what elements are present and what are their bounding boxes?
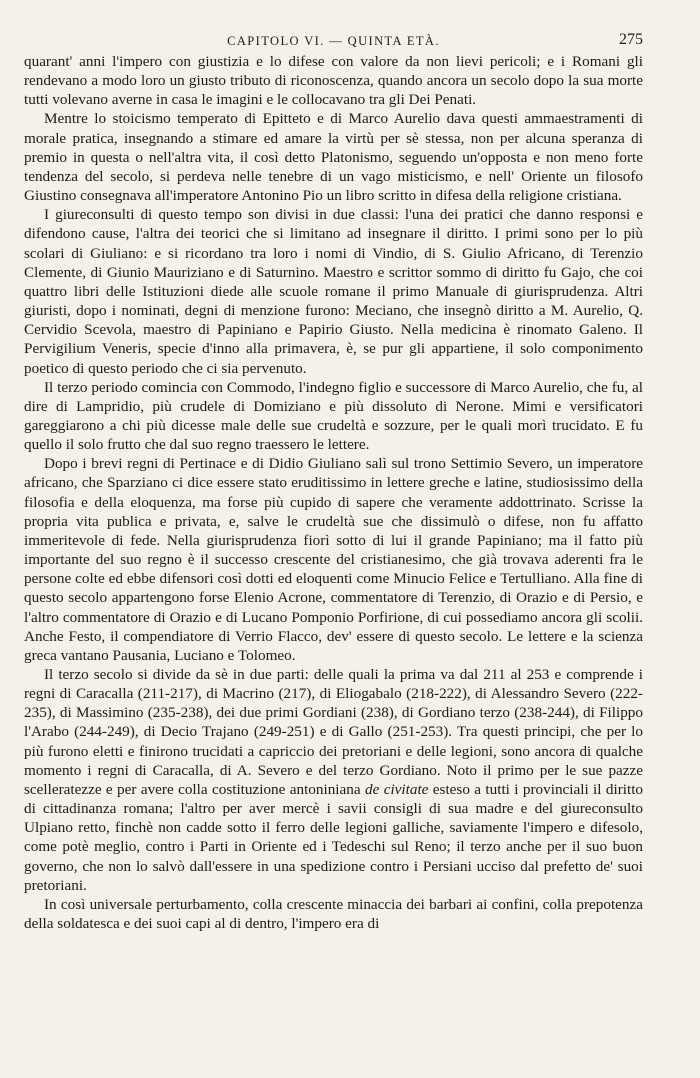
paragraph-jurists: [24, 205, 643, 377]
paragraph-commodus: [24, 378, 643, 455]
paragraph-text: Il terzo secolo si divide da sè in due parti: delle quali la prima va dal 211 al 253 e comprende i regni di Caracalla (211-217), di Macrino (217), di Eliogabalo (218-222), di Alessandro Severo (222-235), di Massimino (235-238), dei due primi Gordiani (238), di Gordiano terzo (238-244), di Filippo l'Arabo (244-249), di Decio Trajano (249-251) e di Gallo (251-253). Tra questi principi, che per lo più furono eletti e finirono trucidati a capriccio dei pretoriani e delle legioni, sono ancora di qualche momento i regni di Caracalla, di A. Severo e del terzo Gordiano. Noto il primo per le sue pazze scelleratezze e per avere colla costituzione antoniniana: [24, 666, 643, 798]
paragraph-third-century: [24, 665, 643, 895]
paragraph-stoicism: [24, 109, 643, 205]
paragraph-text: I giureconsulti di questo tempo son divisi in due classi: l'una dei pratici che danno responsi e difendono cause, l'altra dei teorici che si limitano ad insegnare il diritto. I primi sono per lo più scolari di Giuliano: e si ricordano tra loro i nomi di Vindio, di S. Giulio Africano, di Terenzio Clemente, di Giunio Mauriziano e di Saturnino. Maestro e scrittor sommo di diritto fu Gajo, che coi quattro libri delle Istituzioni diede alle scuole romane il primo Manuale di giurisprudenza. Altri giuristi, dopo i nominati, degni di menzione furono: Meciano, che insegnò diritto a M. Aurelio, Q. Cervidio Scevola, maestro di Papiniano e Papirio Giusto. Nella medicina è rinomato Galeno. Il Pervigilium Veneris, specie d'inno alla primavera, è, se pur gli appartiene, il solo componimento poetico di questo periodo che ci sia pervenuto.: [24, 206, 643, 377]
paragraph-text: quarant' anni l'impero con giustizia e lo difese con valore da non lievi pericoli; e i Romani gli rendevano a modo loro un giusto tributo di riconoscenza, quando ancora un secolo dopo la sua morte tutti volevano averne in casa le imagini e le collocavano tra gli Dei Penati.: [24, 53, 643, 109]
paragraph-text: Il terzo periodo comincia con Commodo, l'indegno figlio e successore di Marco Aurelio, che fu, al dire di Lampridio, più crudele di Domiziano e più dissoluto di Nerone. Mimi e versificatori gareggiarono a chi più dicesse male delle sue crudeltà e sozzure, per le quali morì trucidato. E fu quello il solo frutto che dal suo regno traessero le lettere.: [24, 378, 643, 454]
paragraph-continued: [24, 52, 643, 109]
paragraph-text: Mentre lo stoicismo temperato di Epitteto e di Marco Aurelio dava questi ammaestramenti di morale pratica, insegnando a stimare ed amare la virtù per sè stessa, non per alcuna speranza di premio in questa o nell'altra vita, il così detto Platonismo, seguendo un'opposta e non meno forte tendenza del secolo, si perdeva nelle tenebre di un vago misticismo, e nell' Oriente un filosofo Giustino consegnava all'imperatore Antonino Pio un libro scritto in difesa della religione cristiana.: [24, 110, 643, 205]
running-head: [24, 30, 643, 52]
page-number: 275: [619, 31, 643, 48]
chapter-title: CAPITOLO VI. — QUINTA ETÀ.: [227, 34, 440, 48]
body-text: [24, 52, 643, 933]
paragraph-text: In così universale perturbamento, colla crescente minaccia dei barbari ai confini, colla prepotenza della soldatesca e dei suoi capi al di dentro, l'impero era di: [24, 895, 643, 933]
paragraph-perturbation: [24, 895, 643, 933]
paragraph-text: Dopo i brevi regni di Pertinace e di Didio Giuliano salì sul trono Settimio Severo, un imperatore africano, che Sparziano ci dice essere stato eruditissimo in lettere greche e latine, studiosissimo della filosofia e della eloquenza, ma forse più cupido di sapere che veramente addottrinato. Scrisse la propria vita publica e privata, e, salve le crudeltà sue che dissimulò o difese, non fu affatto immeritevole di fede. Nella giurisprudenza fiorì sotto di lui il grande Papiniano; ma il fatto più importante del suo regno è il successo crescente del cristianesimo, che già trovava aderenti fra le persone colte ed ebbe difensori così dotti ed eloquenti come Minucio Felice e Tertulliano. Alla fine di questo secolo appartengono forse Elenio Acrone, commentatore di Terenzio, di Orazio e di Persio, e l'altro commentatore di Orazio e di Lucano Pomponio Porfirione, di cui possediamo ancora gli scolii. Anche Festo, il compendiatore di Verrio Flacco, dev' essere di questo secolo. Le lettere e la scienza greca vantano Pausania, Luciano e Tolomeo.: [24, 455, 643, 664]
paragraph-severus: [24, 454, 643, 665]
paragraph-text: esteso a tutti i provinciali il diritto di cittadinanza romana; l'altro per aver mercè i savii consigli di sua madre e del giureconsulto Ulpiano retto, finchè non cadde sotto il ferro delle legioni galliche, saviamente l'impero e difesolo, come potè meglio, contro i Parti in Oriente ed i Tedeschi sul Reno; il terzo anche per il suo buon governo, che non lo salvò dall'essere in una spedizione contro i Persiani ucciso dal prefetto de' suoi pretoriani.: [24, 780, 644, 894]
italic-phrase: de civitate: [365, 780, 429, 798]
